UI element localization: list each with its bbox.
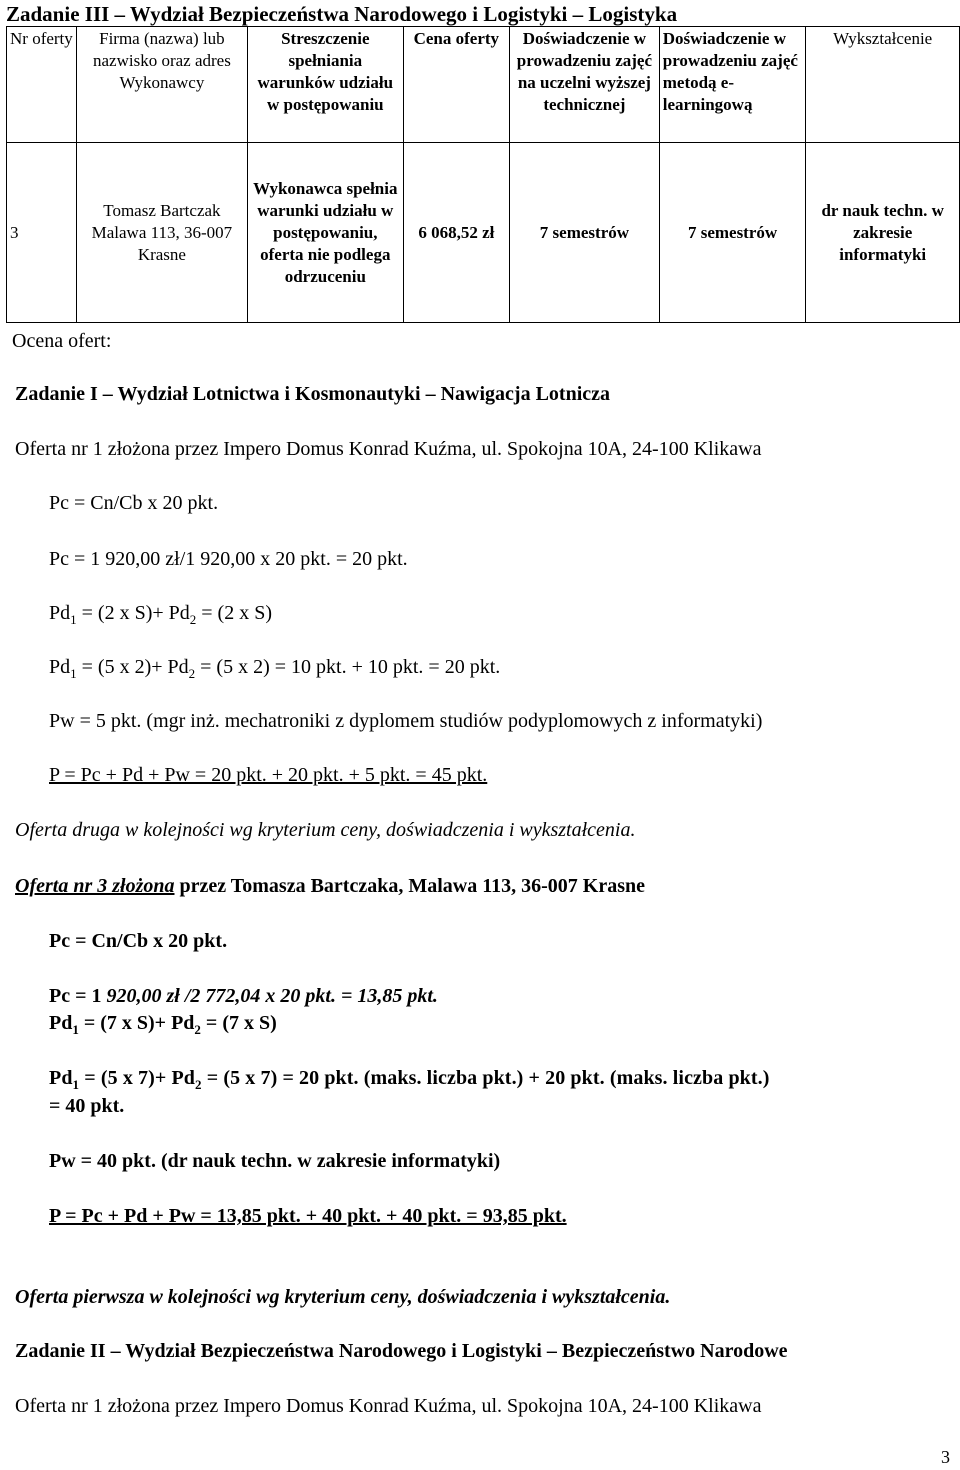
header-nr: Nr oferty (7, 27, 77, 143)
header-dosw-uczelnia: Doświadczenie w prowadzeniu zajęć na uczelni wyższej technicznej (510, 27, 660, 143)
o1-p-total: P = Pc + Pd + Pw = 20 pkt. + 20 pkt. + 5 pkt. = 45 pkt. (49, 764, 488, 786)
header-cena: Cena oferty (403, 27, 509, 143)
header-wyksztalcenie: Wykształcenie (806, 27, 960, 143)
o1-pc-formula: Pc = Cn/Cb x 20 pkt. (49, 492, 219, 514)
o1-pd-formula: $Pd_1 = (2$ x $S)+ Pd_2 = (2$ x S) (49, 602, 272, 627)
header-firma: Firma (nazwa) lub nazwisko oraz adres Wykonawcy (76, 27, 247, 143)
table-row (7, 143, 960, 323)
o3-pc-calc: Pc = 1 920,00 zł /2 772,04 x 20 pkt. = 13,85 pkt. (49, 985, 438, 1007)
header-dosw-elearning: Doświadczenie w prowadzeniu zajęć metodą e-learningową (659, 27, 806, 143)
o1-pc-calc: Pc = 1 920,00 zł/1 920,00 x 20 pkt. = 20 pkt. (49, 548, 408, 570)
section-title-zadanie-1: Zadanie I – Wydział Lotnictwa i Kosmonautyki – Nawigacja Lotnicza (15, 383, 611, 405)
cell-dosw-uczelnia: 7 semestrów (510, 143, 660, 323)
page-number: 3 (941, 1447, 950, 1467)
o1-pd-calc: $Pd_1 = (5$ x $2)+ Pd_2 = (5$ x 2) = 10 pkt. + 10 pkt. = 20 pkt. (49, 656, 501, 681)
section-title-zadanie-2: Zadanie II – Wydział Bezpieczeństwa Narodowego i Logistyki – Bezpieczeństwo Narodowe (15, 1340, 788, 1362)
cell-firma: Tomasz Bartczak Malawa 113, 36-007 Krasne (76, 143, 247, 323)
o3-pd-calc-cont: = 40 pkt. (49, 1095, 125, 1117)
o3-p-total: P = Pc + Pd + Pw = 13,85 pkt. + 40 pkt. + 40 pkt. = 93,85 pkt. (49, 1205, 567, 1227)
offers-table (6, 26, 960, 323)
o3-pw: Pw = 40 pkt. (dr nauk techn. w zakresie informatyki) (49, 1150, 501, 1172)
cell-streszczenie: Wykonawca spełnia warunki udziału w postępowaniu, oferta nie podlega odrzuceniu (248, 143, 404, 323)
cell-nr: 3 (7, 143, 77, 323)
o1-verdict: Oferta druga w kolejności wg kryterium ceny, doświadczenia i wykształcenia. (15, 819, 636, 841)
o3-pc-formula: Pc = Cn/Cb x 20 pkt. (49, 930, 228, 952)
cell-cena: 6 068,52 zł (403, 143, 509, 323)
cell-dosw-elearning: 7 semestrów (659, 143, 806, 323)
section-title-zadanie-3: Zadanie III – Wydział Bezpieczeństwa Narodowego i Logistyki – Logistyka (6, 2, 678, 26)
o3-pd-formula: $Pd_1 = (7$ x $S)+ Pd_2 = (7$ x S) (49, 1012, 277, 1037)
header-streszczenie: Streszczenie spełniania warunków udziału w postępowaniu (248, 27, 404, 143)
o3-verdict: Oferta pierwsza w kolejności wg kryterium ceny, doświadczenia i wykształcenia. (15, 1286, 671, 1308)
o1-pw: Pw = 5 pkt. (mgr inż. mechatroniki z dyplomem studiów podyplomowych z informatyki) (49, 710, 763, 732)
zadanie2-offer-1-line: Oferta nr 1 złożona przez Impero Domus Konrad Kuźma, ul. Spokojna 10A, 24-100 Klikawa (15, 1395, 762, 1417)
offer-1-line: Oferta nr 1 złożona przez Impero Domus Konrad Kuźma, ul. Spokojna 10A, 24-100 Klikawa (15, 438, 762, 460)
offer-3-line: Oferta nr 3 złożona przez Tomasza Bartczaka, Malawa 113, 36-007 Krasne (15, 875, 645, 897)
ocena-label: Ocena ofert: (12, 330, 112, 352)
table-header-row (7, 27, 960, 143)
o3-pd-calc: $Pd_1 = (5$ x $7)+ Pd_2 = (5$ x 7) = 20 pkt. (maks. liczba pkt.) + 20 pkt. (maks. liczba pkt.) (49, 1067, 770, 1092)
cell-wyksztalcenie: dr nauk techn. w zakresie informatyki (806, 143, 960, 323)
